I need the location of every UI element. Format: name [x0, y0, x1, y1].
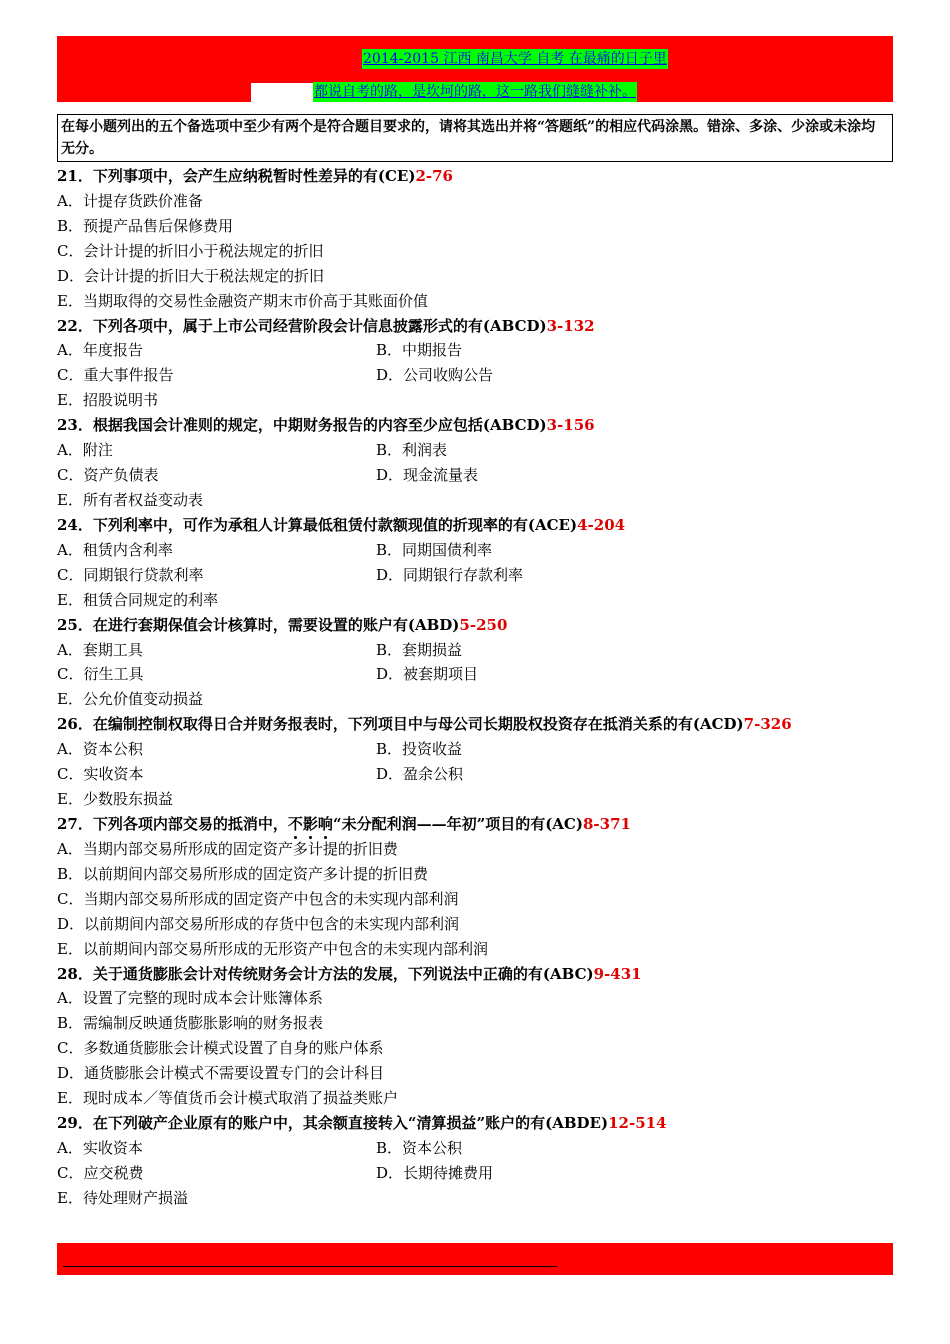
option-row	[57, 363, 897, 388]
question-27	[57, 812, 897, 837]
answer-option: A．套期工具	[57, 640, 143, 659]
question-reference: 3-156	[546, 416, 595, 435]
answer-option: A．计提存货跌价准备	[57, 191, 203, 210]
option-row	[57, 189, 897, 214]
option-row	[57, 762, 897, 787]
option-row	[57, 737, 897, 762]
option-row	[57, 1086, 897, 1111]
option-row	[57, 338, 897, 363]
answer-option: C．应交税费	[57, 1163, 144, 1182]
answer-option: D．会计计提的折旧大于税法规定的折旧	[57, 266, 325, 285]
option-row	[57, 937, 897, 962]
option-row	[57, 1186, 897, 1211]
answer-option: D．同期银行存款利率	[376, 565, 524, 584]
option-row	[57, 588, 897, 613]
question-text: 在编制控制权取得日合并财务报表时，下列项目中与母公司长期股权投资存在抵消关系的有(ACD)	[92, 715, 744, 734]
answer-option: C．重大事件报告	[57, 366, 174, 385]
answer-option: B．需编制反映通货膨胀影响的财务报表	[57, 1014, 324, 1033]
option-row	[57, 1061, 897, 1086]
question-text: 下列各项内部交易的抵消中，不影响“未分配利润——年初”项目的有(AC)	[92, 814, 583, 833]
option-row	[57, 986, 897, 1011]
question-number: 28．	[57, 964, 93, 983]
answer-option: C．多数通货膨胀会计模式设置了自身的账户体系	[57, 1039, 384, 1058]
header-subtitle[interactable]: 都说自考的路，是坎坷的路，这一路我们缝缝补补。	[314, 84, 636, 100]
question-number: 27．	[57, 814, 93, 833]
option-row	[57, 887, 897, 912]
option-row	[57, 289, 897, 314]
answer-option: E．公允价值变动损益	[57, 690, 203, 709]
option-row	[57, 837, 897, 862]
question-29	[57, 1111, 897, 1136]
question-text: 下列各项中，属于上市公司经营阶段会计信息披露形式的有(ABCD)	[92, 316, 547, 335]
option-row	[57, 463, 897, 488]
option-row	[57, 438, 897, 463]
question-number: 23．	[57, 416, 93, 435]
answer-option: B．同期国债利率	[376, 540, 493, 559]
footer-underline	[63, 1266, 557, 1267]
question-28	[57, 962, 897, 987]
question-text: 下列事项中，会产生应纳税暂时性差异的有(CE)	[92, 167, 416, 185]
answer-option: B．套期损益	[376, 640, 463, 659]
question-reference: 9-431	[593, 964, 642, 983]
answer-option: E．以前期间内部交易所形成的无形资产中包含的未实现内部利润	[57, 939, 488, 958]
question-reference: 4-204	[577, 515, 626, 534]
answer-option: B．利润表	[376, 441, 448, 460]
question-number: 29．	[57, 1114, 93, 1133]
question-reference: 8-371	[582, 814, 631, 833]
answer-option: D．被套期项目	[376, 665, 479, 684]
footer-banner	[57, 1243, 893, 1275]
header-title[interactable]: 2014-2015 江西 南昌大学 自考 在最痛的日子里	[363, 51, 667, 67]
question-text: 关于通货膨胀会计对传统财务会计方法的发展，下列说法中正确的有(ABC)	[92, 964, 594, 983]
answer-option: D．现金流量表	[376, 466, 479, 485]
question-number: 21．	[57, 167, 93, 185]
question-23	[57, 413, 897, 438]
answer-option: B．预提产品售后保修费用	[57, 216, 234, 235]
question-reference: 7-326	[743, 715, 792, 734]
answer-option: B．中期报告	[376, 341, 463, 360]
option-row	[57, 563, 897, 588]
question-24	[57, 513, 897, 538]
option-row	[57, 264, 897, 289]
option-row	[57, 912, 897, 937]
option-row	[57, 488, 897, 513]
answer-option: D．盈余公积	[376, 765, 464, 784]
question-text: 根据我国会计准则的规定，中期财务报告的内容至少应包括(ABCD)	[92, 416, 547, 435]
answer-option: A．实收资本	[57, 1138, 143, 1157]
question-list	[57, 164, 897, 1211]
answer-option: C．实收资本	[57, 765, 144, 784]
question-reference: 5-250	[459, 615, 508, 634]
answer-option: C．衍生工具	[57, 665, 144, 684]
question-reference: 2-76	[415, 167, 453, 185]
option-row	[57, 239, 897, 264]
answer-option: A．年度报告	[57, 341, 143, 360]
answer-option: B．以前期间内部交易所形成的固定资产多计提的折旧费	[57, 864, 429, 883]
question-number: 24．	[57, 515, 93, 534]
answer-option: C．同期银行贷款利率	[57, 565, 204, 584]
question-number: 22．	[57, 316, 93, 335]
question-number: 26．	[57, 715, 93, 734]
option-row	[57, 787, 897, 812]
answer-option: A．资本公积	[57, 740, 143, 759]
answer-option: E．租赁合同规定的利率	[57, 590, 218, 609]
question-reference: 12-514	[608, 1114, 667, 1133]
option-row	[57, 1161, 897, 1186]
answer-option: B．资本公积	[376, 1138, 463, 1157]
answer-option: B．投资收益	[376, 740, 463, 759]
question-26	[57, 712, 897, 737]
answer-option: E．待处理财产损溢	[57, 1188, 188, 1207]
question-22	[57, 314, 897, 339]
option-row	[57, 1011, 897, 1036]
question-text: 下列利率中，可作为承租人计算最低租赁付款额现值的折现率的有(ACE)	[92, 515, 578, 534]
option-row	[57, 1136, 897, 1161]
question-number: 25．	[57, 615, 93, 634]
option-row	[57, 687, 897, 712]
option-row	[57, 662, 897, 687]
question-reference: 3-132	[546, 316, 595, 335]
answer-option: E．少数股东损益	[57, 790, 173, 809]
option-row	[57, 388, 897, 413]
option-row	[57, 862, 897, 887]
answer-option: A．附注	[57, 441, 113, 460]
option-row	[57, 638, 897, 663]
instruction-box: 在每小题列出的五个备选项中至少有两个是符合题目要求的，请将其选出并将“答题纸”的相应代码涂黑。错涂、多涂、少涂或未涂均无分。	[57, 114, 893, 162]
answer-option: C．资产负债表	[57, 466, 159, 485]
question-text: 在进行套期保值会计核算时，需要设置的账户有(ABD)	[92, 615, 460, 634]
answer-option: D．公司收购公告	[376, 366, 494, 385]
answer-option: E．当期取得的交易性金融资产期末市价高于其账面价值	[57, 291, 428, 310]
answer-option: A．当期内部交易所形成的固定资产多计提的折旧费	[57, 839, 398, 858]
option-row	[57, 538, 897, 563]
answer-option: C．会计计提的折旧小于税法规定的折旧	[57, 241, 324, 260]
answer-option: C．当期内部交易所形成的固定资产中包含的未实现内部利润	[57, 889, 459, 908]
option-row	[57, 1036, 897, 1061]
header-blank-patch	[251, 83, 313, 102]
answer-option: E．招股说明书	[57, 391, 158, 410]
question-text: 在下列破产企业原有的账户中，其余额直接转入“清算损益”账户的有(ABDE)	[92, 1114, 609, 1133]
answer-option: A．设置了完整的现时成本会计账簿体系	[57, 989, 323, 1008]
answer-option: D．通货膨胀会计模式不需要设置专门的会计科目	[57, 1064, 385, 1083]
answer-option: E．所有者权益变动表	[57, 490, 203, 509]
answer-option: E．现时成本／等值货币会计模式取消了损益类账户	[57, 1089, 398, 1108]
answer-option: A．租赁内含利率	[57, 540, 173, 559]
question-25	[57, 613, 897, 638]
option-row	[57, 214, 897, 239]
question-21	[57, 164, 897, 189]
answer-option: D．长期待摊费用	[376, 1163, 494, 1182]
answer-option: D．以前期间内部交易所形成的存货中包含的未实现内部利润	[57, 914, 460, 933]
